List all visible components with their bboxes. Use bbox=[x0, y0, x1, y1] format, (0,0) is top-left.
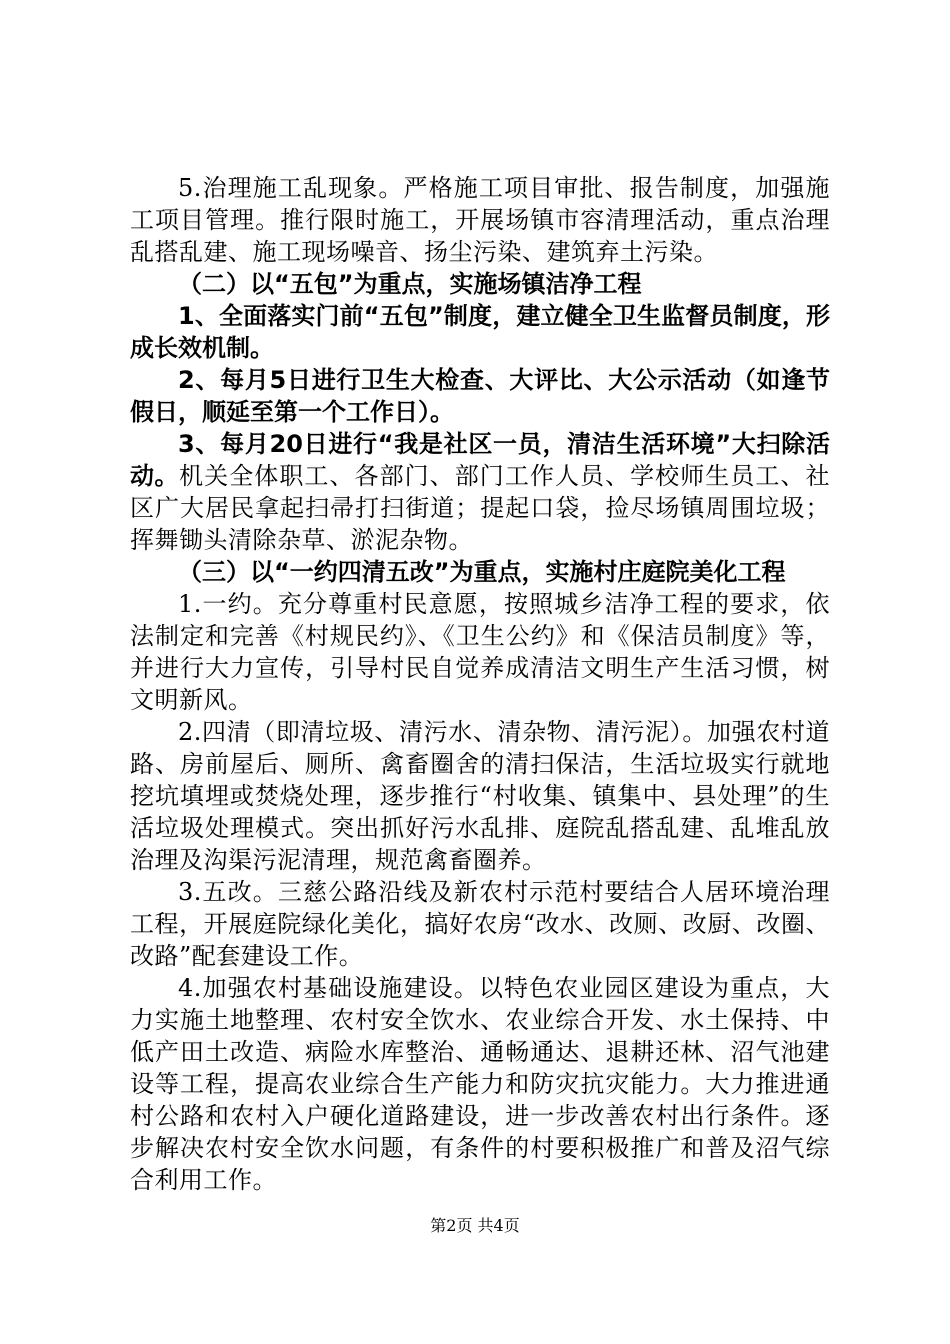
paragraph-1: 5.治理施工乱现象。严格施工项目审批、报告制度，加强施工项目管理。推行限时施工，开展场镇市容清理活动，重点治理乱搭乱建、施工现场噪音、扬尘污染、建筑弃土污染。 bbox=[130, 174, 830, 266]
paragraph-2-3: 3、每月20日进行“我是社区一员，清洁生活环境”大扫除活动。机关全体职工、各部门、部门工作人员、学校师生员工、社区广大居民拿起扫帚打扫街道；提起口袋，捡尽场镇周围垃圾；挥舞锄头清除杂草、淤泥杂物。 bbox=[130, 430, 831, 554]
paragraph-3-3: 3.五改。三慈公路沿线及新农村示范村要结合人居环境治理工程，开展庭院绿化美化，搞好农房“改水、改厕、改厨、改圈、改路”配套建设工作。 bbox=[130, 878, 830, 970]
paragraph-3-1: 1.一约。充分尊重村民意愿，按照城乡洁净工程的要求，依法制定和完善《村规民约》、《卫生公约》和《保洁员制度》等，并进行大力宣传，引导村民自觉养成清洁文明生产生活习惯，树文明新风。 bbox=[130, 590, 830, 714]
section-heading-3: （三）以“一约四清五改”为重点，实施村庄庭院美化工程 bbox=[178, 558, 786, 586]
paragraph-2-1: 1、全面落实门前“五包”制度，建立健全卫生监督员制度，形成长效机制。 bbox=[130, 302, 830, 362]
paragraph-3-2: 2.四清（即清垃圾、清污水、清杂物、清污泥）。加强农村道路、房前屋后、厕所、禽畜圈舍的清扫保洁，生活垃圾实行就地挖坑填埋或焚烧处理，逐步推行“村收集、镇集中、县处理”的生活垃圾处理模式。突出抓好污水乱排、庭院乱搭乱建、乱堆乱放治理及沟渠污泥清理，规范禽畜圈养。 bbox=[130, 718, 830, 874]
paragraph-2-2: 2、每月5日进行卫生大检查、大评比、大公示活动（如逢节假日，顺延至第一个工作日）。 bbox=[130, 366, 830, 426]
paragraph-3-4: 4.加强农村基础设施建设。以特色农业园区建设为重点，大力实施土地整理、农村安全饮水、农业综合开发、水土保持、中低产田土改造、病险水库整治、通畅通达、退耕还林、沼气池建设等工程，提高农业综合生产能力和防灾抗灾能力。大力推进通村公路和农村入户硬化道路建设，进一步改善农村出行条件。逐步解决农村安全饮水问题，有条件的村要积极推广和普及沼气综合利用工作。 bbox=[130, 974, 830, 1194]
document-body bbox=[130, 172, 830, 1196]
section-heading-2: （二）以“五包”为重点，实施场镇洁净工程 bbox=[178, 270, 642, 298]
page-number-footer: 第2页 共4页 bbox=[430, 1216, 520, 1235]
